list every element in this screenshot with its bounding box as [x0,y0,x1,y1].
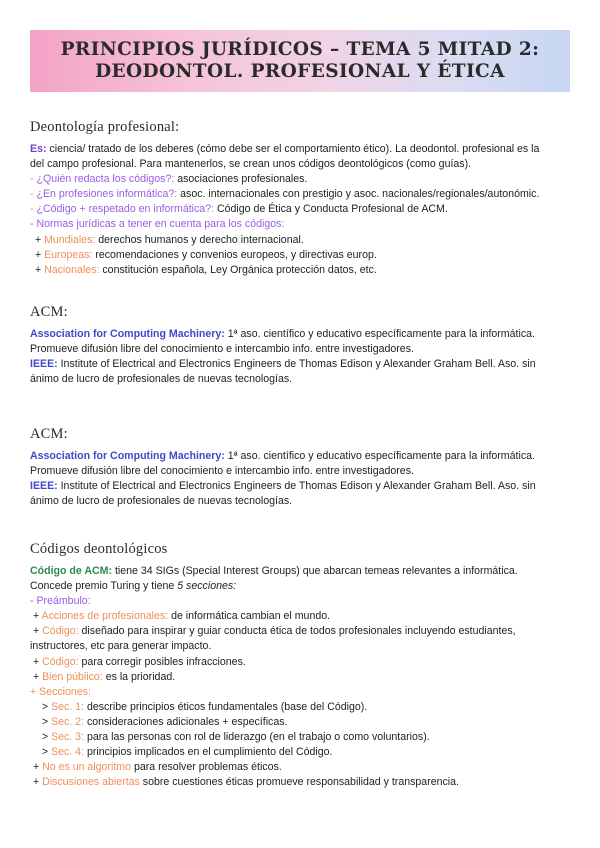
list-item [30,233,570,248]
text: Código de Ética y Conducta Profesional de ACM. [214,203,448,216]
question-label: ¿Quién redacta los códigos?: [36,173,175,186]
item-label: Discusiones abiertas [42,776,140,789]
text: 1ª aso. científico y educativo específicamente para la informática. [224,328,535,340]
bullet: - [30,173,37,186]
paragraph [30,564,570,579]
item-label: Sec. 1: [51,700,85,713]
arrow: > [36,746,52,759]
bullet: + [30,776,43,789]
item-label: Acciones de profesionales: [41,610,169,623]
list-item [30,624,570,639]
section-heading: Deontología profesional: [30,119,180,135]
paragraph: Promueve difusión libre del conocimiento e intercambio info. entre investigadores. [30,465,414,478]
page-title: PRINCIPIOS JURÍDICOS – TEMA 5 MITAD 2: [60,39,540,60]
arrow: > [36,731,52,744]
text: 1ª aso. científico y educativo específicamente para la informática. [224,450,535,462]
list-item [30,248,570,263]
paragraph [30,449,570,464]
emphasis: 5 secciones: [177,580,237,593]
paragraph: ánimo de lucro de profesionales de nuevas tecnologías. [30,373,293,386]
term-label: Es: [30,143,47,155]
section-deontologia [30,118,570,278]
item-label: Código: [42,625,79,638]
paragraph [30,357,570,372]
list-item [30,655,570,670]
paragraph [30,479,570,494]
list-item [30,202,570,217]
list-item: - Normas jurídicas a tener en cuenta para los códigos: [30,218,285,231]
list-item [30,609,570,624]
text: es la prioridad. [102,670,176,683]
bullet: + [30,761,43,774]
sub-list-item [30,745,570,760]
item-label: Bien público: [42,670,103,683]
text: recomendaciones y convenios europeos, y directivas europ. [92,248,377,261]
sub-list-item [30,700,570,715]
text: derechos humanos y derecho internacional. [95,233,304,246]
section-codigos [30,540,570,790]
paragraph [30,142,570,157]
paragraph: del campo profesional. Para mantenerlos, se crean unos códigos deontológicos (como guías). [30,158,472,171]
list-item-continuation: instructores, etc para generar impacto. [30,640,212,653]
text: sobre cuestiones éticas promueve responsabilidad y transparencia. [139,776,459,789]
text: describe principios éticos fundamentales (base del Código). [84,700,368,713]
item-label: Sec. 2: [51,715,85,728]
item-label: No es un algoritmo [42,761,131,774]
question-label: ¿Código + respetado en informática?: [36,203,215,216]
list-item [30,263,570,278]
sub-list-item [30,730,570,745]
list-item: + Secciones: [30,685,91,698]
item-label: Código: [42,655,79,668]
bullet: + [30,655,43,668]
text: constitución española, Ley Orgánica protección datos, etc. [99,263,377,276]
text: para corregir posibles infracciones. [78,655,246,668]
bullet: + [32,233,45,246]
bullet: + [30,610,42,623]
bullet: - [30,203,37,216]
page-subtitle: DEODONTOL. PROFESIONAL Y ÉTICA [95,61,505,82]
list-item [30,760,570,775]
bullet: + [32,248,45,261]
paragraph: Promueve difusión libre del conocimiento e intercambio info. entre investigadores. [30,343,414,356]
text: Concede premio Turing y tiene [30,580,178,593]
bullet: + [32,263,45,276]
bullet: - [30,188,37,201]
section-acm-2 [30,425,570,509]
paragraph: ánimo de lucro de profesionales de nuevas tecnologías. [30,495,293,508]
section-heading: Códigos deontológicos [30,541,168,557]
section-acm-1 [30,303,570,387]
bullet: + [30,670,43,683]
list-item [30,775,570,790]
bullet: + [30,625,43,638]
sub-list-item [30,715,570,730]
text: diseñado para inspirar y guiar conducta ética de todos profesionales incluyendo estudiantes, [78,625,516,638]
section-heading: ACM: [30,426,68,442]
item-label: Europeas: [44,248,93,261]
paragraph [30,579,570,594]
text: consideraciones adicionales + específicas. [84,715,288,728]
arrow: > [36,700,52,713]
question-label: ¿En profesiones informática?: [36,188,178,201]
text: para las personas con rol de liderazgo (en el trabajo o como voluntarios). [84,731,430,744]
term-label: Association for Computing Machinery: [30,328,225,340]
list-item: - Preámbulo: [30,595,91,608]
term-label: Código de ACM: [30,565,112,577]
list-item [30,187,570,202]
text: tiene 34 SIGs (Special Interest Groups) que abarcan temeas relevantes a informática. [112,565,518,577]
title-banner [30,30,570,92]
text: asociaciones profesionales. [174,173,308,186]
term-label: IEEE: [30,480,58,493]
arrow: > [36,715,52,728]
item-label: Sec. 4: [51,746,85,759]
paragraph [30,327,570,342]
text: ciencia/ tratado de los deberes (cómo debe ser el comportamiento ético). La deodontol. profesional es la [46,143,540,155]
text: de informática cambian el mundo. [168,610,331,623]
list-item [30,172,570,187]
text: principios implicados en el cumplimiento del Código. [84,746,333,759]
text: Institute of Electrical and Electronics Engineers de Thomas Edison y Alexander Graham Bell. Aso. sin [57,358,536,371]
text: Institute of Electrical and Electronics Engineers de Thomas Edison y Alexander Graham Bell. Aso. sin [57,480,536,493]
text: para resolver problemas éticos. [131,761,282,774]
text: asoc. internacionales con prestigio y asoc. nacionales/regionales/autonómic. [177,188,540,201]
item-label: Mundiales: [44,233,96,246]
item-label: Sec. 3: [51,731,85,744]
section-heading: ACM: [30,304,68,320]
list-item [30,670,570,685]
term-label: Association for Computing Machinery: [30,450,225,462]
item-label: Nacionales: [44,263,100,276]
term-label: IEEE: [30,358,58,371]
